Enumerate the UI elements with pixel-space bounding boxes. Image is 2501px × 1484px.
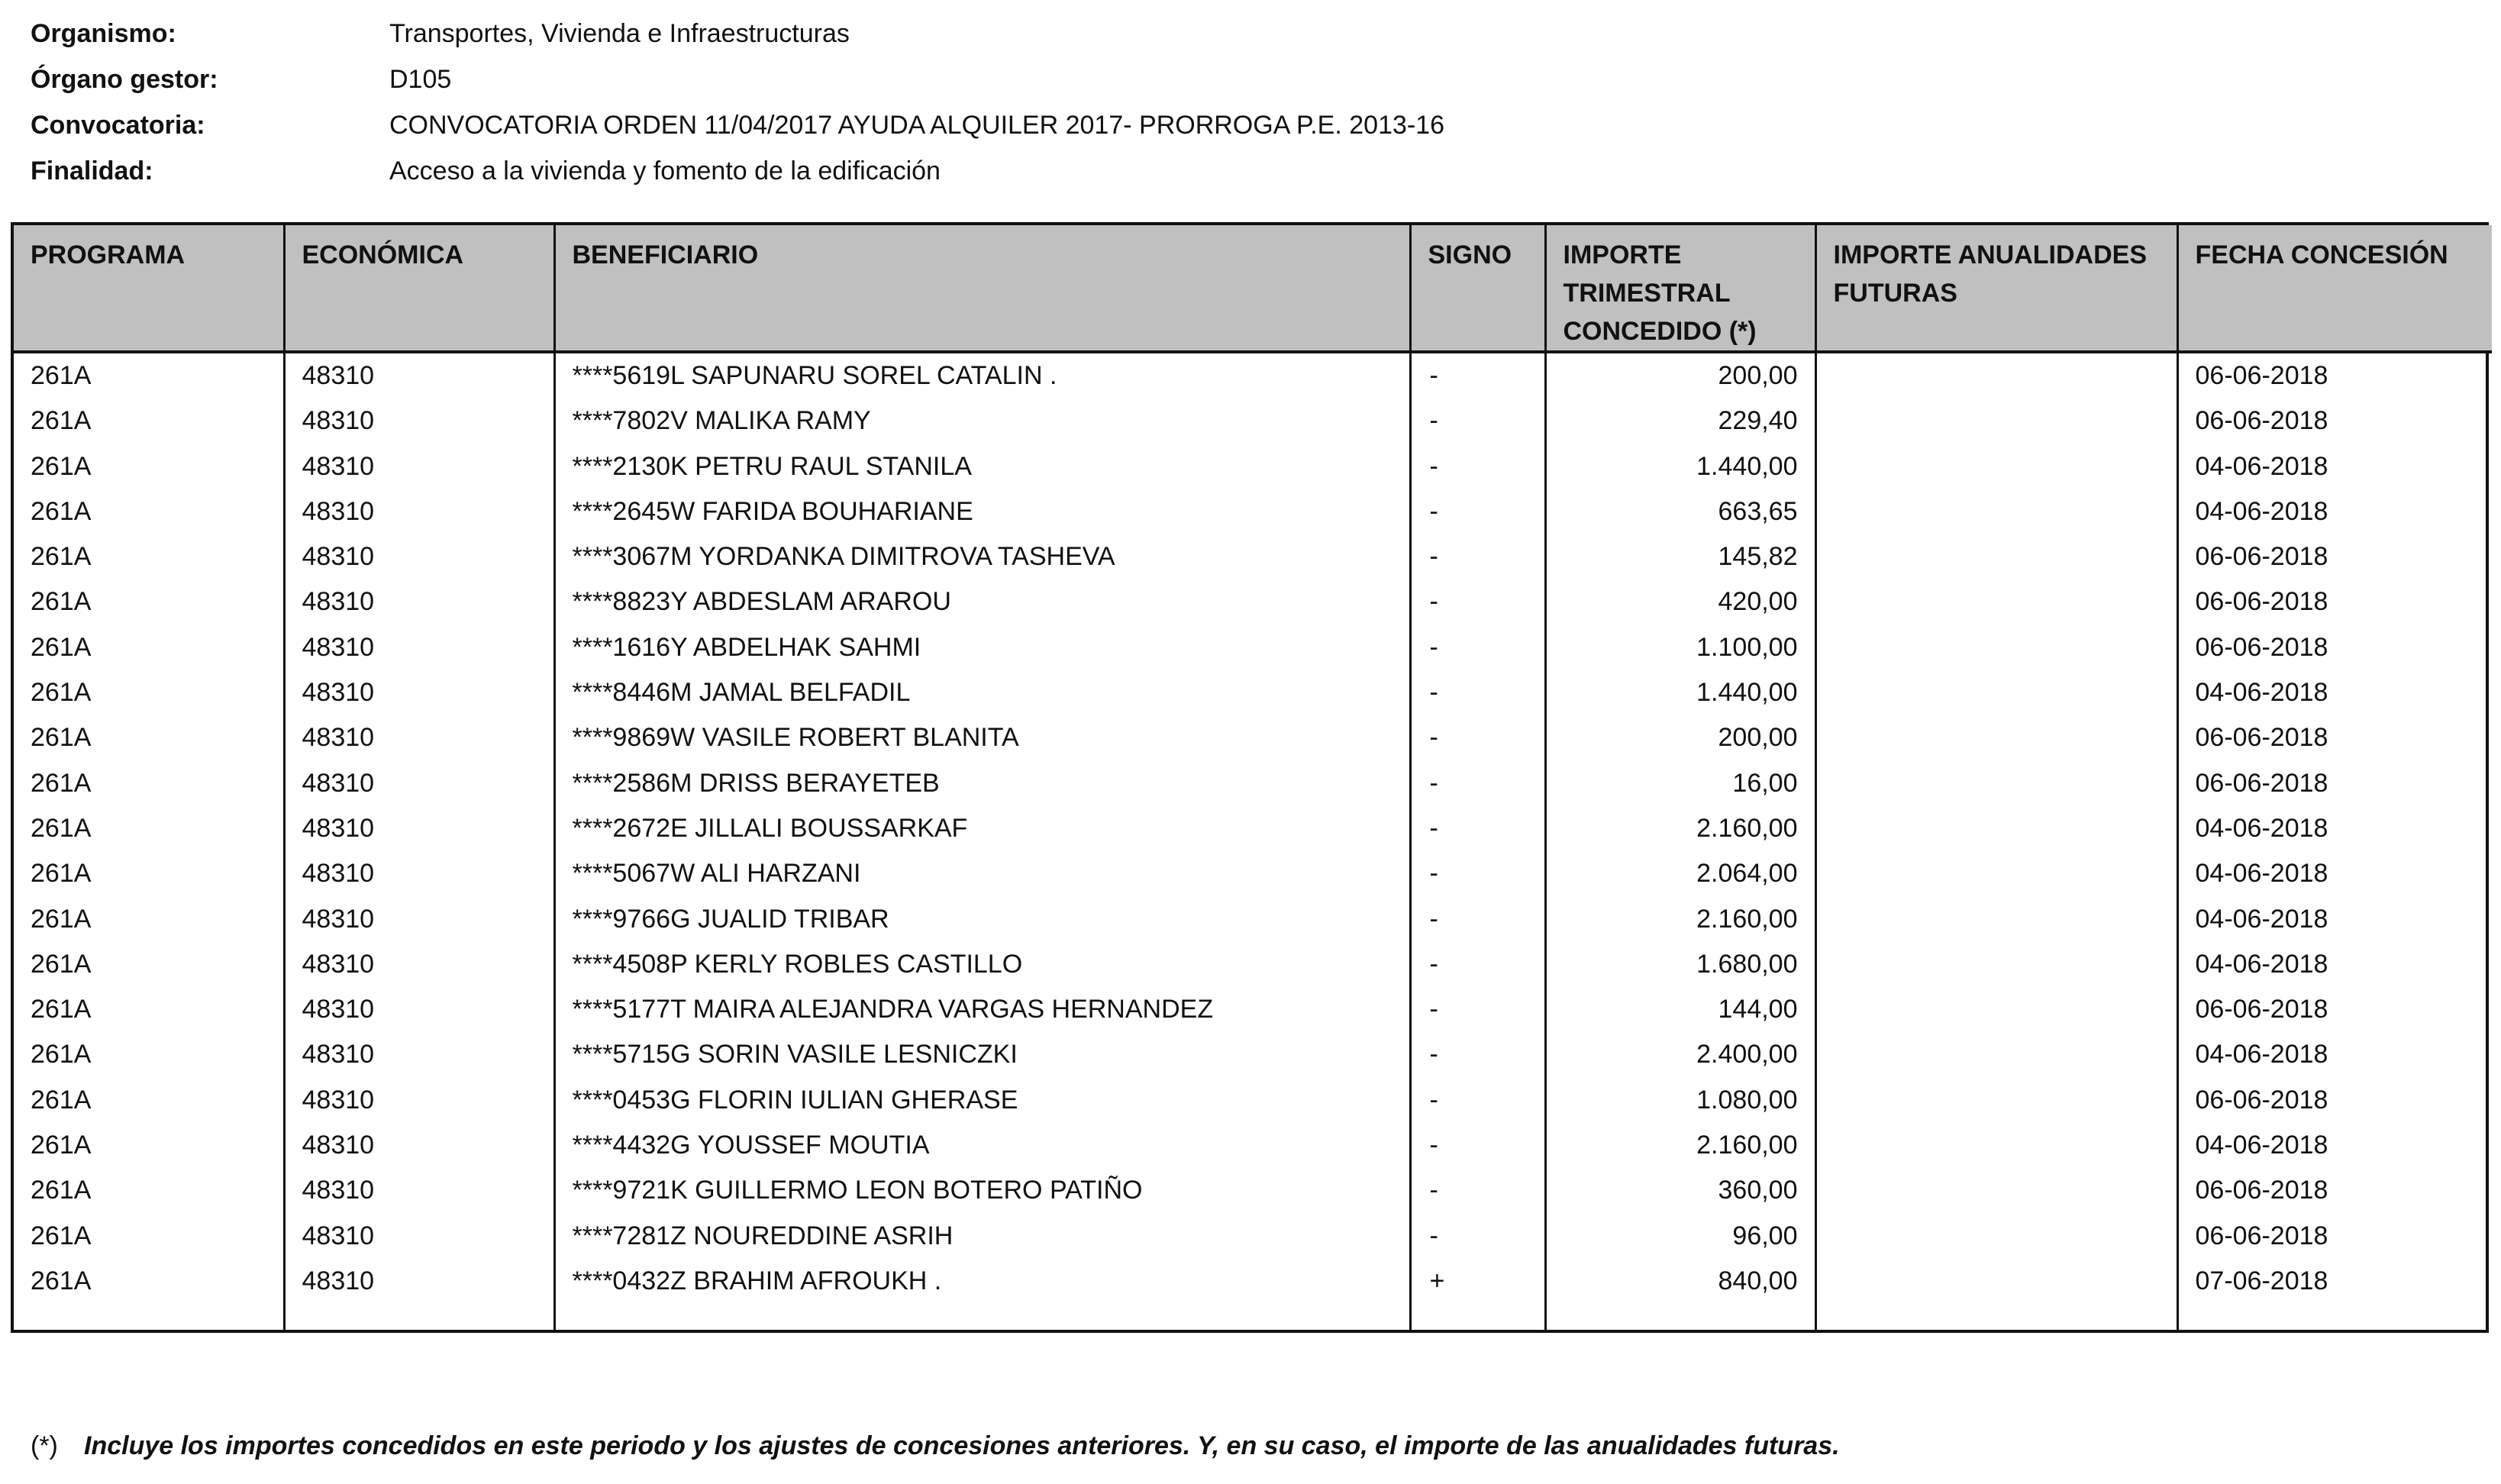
cell-programa: 261A	[31, 768, 92, 798]
table-row	[14, 444, 2492, 489]
cell-importe-anualidades	[1815, 761, 2177, 806]
table-row	[14, 1123, 2492, 1168]
cell-fecha-concesion: 04-06-2018	[2177, 670, 2492, 715]
cell-fecha-concesion: 06-06-2018	[2177, 761, 2492, 806]
header-fecha-concesion: FECHA CONCESIÓN	[2177, 225, 2492, 352]
cell-economica: 48310	[284, 1168, 554, 1213]
cell-beneficiario: ****2130K PETRU RAUL STANILA	[554, 444, 1410, 489]
cell-importe-trimestral: 2.064,00	[1545, 851, 1815, 896]
table-row	[14, 534, 2492, 579]
table-row	[14, 897, 2492, 942]
cell-importe-anualidades	[1815, 1214, 2177, 1259]
cell-signo: -	[1410, 444, 1545, 489]
footnote-text: Incluye los importes concedidos en este periodo y los ajustes de concesiones anteriores. Y, en su caso, el importe de las anualidades futuras.	[84, 1431, 1840, 1460]
cell-economica: 48310	[284, 489, 554, 534]
cell-economica: 48310	[284, 1032, 554, 1077]
cell-programa: 261A	[31, 949, 92, 979]
meta-row-organo-gestor	[31, 56, 1786, 102]
header-signo: SIGNO	[1410, 225, 1545, 352]
cell-signo: -	[1410, 625, 1545, 670]
cell-signo: -	[1410, 851, 1545, 896]
table-row	[14, 579, 2492, 624]
cell-economica: 48310	[284, 398, 554, 444]
cell-importe-trimestral: 1.680,00	[1545, 942, 1815, 987]
cell-programa: 261A	[31, 1085, 92, 1115]
cell-signo: -	[1410, 1032, 1545, 1077]
cell-fecha-concesion: 06-06-2018	[2177, 625, 2492, 670]
cell-beneficiario: ****9869W VASILE ROBERT BLANITA	[554, 715, 1410, 760]
cell-economica: 48310	[284, 987, 554, 1032]
cell-fecha-concesion: 04-06-2018	[2177, 444, 2492, 489]
footnote	[31, 1431, 1840, 1461]
cell-importe-anualidades	[1815, 579, 2177, 624]
cell-fecha-concesion: 04-06-2018	[2177, 851, 2492, 896]
table-row	[14, 987, 2492, 1032]
filler-cell	[1815, 1304, 2177, 1330]
filler-cell	[284, 1304, 554, 1330]
cell-fecha-concesion: 04-06-2018	[2177, 1032, 2492, 1077]
cell-programa: 261A	[31, 859, 92, 889]
table-row	[14, 851, 2492, 896]
cell-importe-anualidades	[1815, 352, 2177, 398]
cell-beneficiario: ****4508P KERLY ROBLES CASTILLO	[554, 942, 1410, 987]
meta-label: Organismo:	[31, 18, 176, 48]
cell-importe-anualidades	[1815, 806, 2177, 851]
cell-importe-anualidades	[1815, 1032, 2177, 1077]
cell-signo: -	[1410, 1214, 1545, 1259]
cell-programa: 261A	[31, 1176, 92, 1205]
filler-cell	[1410, 1304, 1545, 1330]
table-body	[14, 352, 2492, 1330]
table-row	[14, 806, 2492, 851]
cell-programa: 261A	[31, 1040, 92, 1069]
cell-programa: 261A	[31, 813, 92, 843]
cell-economica: 48310	[284, 897, 554, 942]
table-row	[14, 352, 2492, 398]
cell-beneficiario: ****0432Z BRAHIM AFROUKH .	[554, 1259, 1410, 1304]
cell-importe-trimestral: 229,40	[1545, 398, 1815, 444]
meta-row-finalidad	[31, 148, 1786, 194]
table-header-row	[14, 225, 2492, 352]
cell-programa: 261A	[31, 361, 92, 390]
cell-beneficiario: ****3067M YORDANKA DIMITROVA TASHEVA	[554, 534, 1410, 579]
cell-economica: 48310	[284, 1078, 554, 1123]
cell-importe-trimestral: 840,00	[1545, 1259, 1815, 1304]
cell-signo: -	[1410, 1123, 1545, 1168]
table-row	[14, 670, 2492, 715]
cell-economica: 48310	[284, 670, 554, 715]
cell-fecha-concesion: 04-06-2018	[2177, 1123, 2492, 1168]
cell-programa: 261A	[31, 542, 92, 572]
cell-fecha-concesion: 06-06-2018	[2177, 1214, 2492, 1259]
cell-fecha-concesion: 06-06-2018	[2177, 352, 2492, 398]
header-programa: PROGRAMA	[14, 225, 284, 352]
cell-importe-trimestral: 96,00	[1545, 1214, 1815, 1259]
cell-fecha-concesion: 04-06-2018	[2177, 806, 2492, 851]
cell-beneficiario: ****9721K GUILLERMO LEON BOTERO PATIÑO	[554, 1168, 1410, 1213]
table-row	[14, 398, 2492, 444]
header-economica: ECONÓMICA	[284, 225, 554, 352]
cell-programa: 261A	[31, 1131, 92, 1160]
cell-importe-anualidades	[1815, 851, 2177, 896]
table-row	[14, 942, 2492, 987]
cell-importe-trimestral: 145,82	[1545, 534, 1815, 579]
footnote-mark: (*)	[31, 1431, 58, 1460]
cell-beneficiario: ****4432G YOUSSEF MOUTIA	[554, 1123, 1410, 1168]
header-importe-anualidades: IMPORTE ANUALIDADES FUTURAS	[1815, 225, 2177, 352]
cell-beneficiario: ****1616Y ABDELHAK SAHMI	[554, 625, 1410, 670]
cell-beneficiario: ****2645W FARIDA BOUHARIANE	[554, 489, 1410, 534]
meta-label: Finalidad:	[31, 156, 153, 186]
cell-importe-trimestral: 2.400,00	[1545, 1032, 1815, 1077]
cell-importe-anualidades	[1815, 1168, 2177, 1213]
table-row	[14, 1214, 2492, 1259]
cell-fecha-concesion: 07-06-2018	[2177, 1259, 2492, 1304]
cell-economica: 48310	[284, 1214, 554, 1259]
cell-fecha-concesion: 06-06-2018	[2177, 398, 2492, 444]
cell-economica: 48310	[284, 352, 554, 398]
table-row	[14, 1078, 2492, 1123]
cell-beneficiario: ****5715G SORIN VASILE LESNICZKI	[554, 1032, 1410, 1077]
cell-signo: -	[1410, 715, 1545, 760]
cell-signo: -	[1410, 806, 1545, 851]
cell-importe-trimestral: 420,00	[1545, 579, 1815, 624]
cell-programa: 261A	[31, 406, 92, 436]
table-row	[14, 761, 2492, 806]
cell-signo: -	[1410, 352, 1545, 398]
cell-economica: 48310	[284, 761, 554, 806]
cell-signo: -	[1410, 987, 1545, 1032]
cell-fecha-concesion: 06-06-2018	[2177, 579, 2492, 624]
cell-beneficiario: ****5067W ALI HARZANI	[554, 851, 1410, 896]
cell-signo: -	[1410, 489, 1545, 534]
table-row	[14, 1168, 2492, 1213]
meta-row-convocatoria	[31, 102, 1786, 148]
cell-importe-trimestral: 16,00	[1545, 761, 1815, 806]
meta-value: CONVOCATORIA ORDEN 11/04/2017 AYUDA ALQUILER 2017- PRORROGA P.E. 2013-16	[389, 110, 1445, 140]
grants-table	[14, 225, 2492, 1330]
cell-beneficiario: ****7802V MALIKA RAMY	[554, 398, 1410, 444]
cell-economica: 48310	[284, 534, 554, 579]
meta-label: Órgano gestor:	[31, 64, 218, 94]
cell-importe-trimestral: 663,65	[1545, 489, 1815, 534]
meta-value: D105	[389, 64, 452, 94]
cell-fecha-concesion: 04-06-2018	[2177, 897, 2492, 942]
cell-importe-anualidades	[1815, 398, 2177, 444]
cell-importe-trimestral: 200,00	[1545, 715, 1815, 760]
cell-importe-anualidades	[1815, 1078, 2177, 1123]
cell-economica: 48310	[284, 942, 554, 987]
cell-importe-trimestral: 360,00	[1545, 1168, 1815, 1213]
meta-value: Acceso a la vivienda y fomento de la edificación	[389, 156, 941, 186]
cell-programa: 261A	[31, 995, 92, 1024]
table-row	[14, 1032, 2492, 1077]
filler-cell	[554, 1304, 1410, 1330]
cell-importe-anualidades	[1815, 897, 2177, 942]
cell-signo: -	[1410, 761, 1545, 806]
table-filler-row	[14, 1304, 2492, 1330]
cell-importe-anualidades	[1815, 987, 2177, 1032]
cell-fecha-concesion: 04-06-2018	[2177, 489, 2492, 534]
cell-beneficiario: ****5177T MAIRA ALEJANDRA VARGAS HERNANDEZ	[554, 987, 1410, 1032]
cell-importe-anualidades	[1815, 625, 2177, 670]
cell-programa: 261A	[31, 723, 92, 753]
cell-programa: 261A	[31, 451, 92, 481]
cell-fecha-concesion: 06-06-2018	[2177, 1168, 2492, 1213]
table-row	[14, 715, 2492, 760]
filler-cell	[1545, 1304, 1815, 1330]
cell-beneficiario: ****7281Z NOUREDDINE ASRIH	[554, 1214, 1410, 1259]
cell-importe-trimestral: 1.080,00	[1545, 1078, 1815, 1123]
cell-signo: -	[1410, 579, 1545, 624]
cell-economica: 48310	[284, 851, 554, 896]
filler-cell	[2177, 1304, 2492, 1330]
cell-beneficiario: ****9766G JUALID TRIBAR	[554, 897, 1410, 942]
cell-fecha-concesion: 06-06-2018	[2177, 715, 2492, 760]
cell-importe-anualidades	[1815, 715, 2177, 760]
cell-signo: -	[1410, 534, 1545, 579]
cell-importe-trimestral: 2.160,00	[1545, 1123, 1815, 1168]
cell-signo: -	[1410, 942, 1545, 987]
cell-programa: 261A	[31, 904, 92, 934]
cell-importe-anualidades	[1815, 489, 2177, 534]
header-importe-trimestral: IMPORTE TRIMESTRAL CONCEDIDO (*)	[1545, 225, 1815, 352]
cell-economica: 48310	[284, 444, 554, 489]
cell-beneficiario: ****8823Y ABDESLAM ARAROU	[554, 579, 1410, 624]
cell-signo: -	[1410, 1078, 1545, 1123]
cell-importe-anualidades	[1815, 444, 2177, 489]
table-row	[14, 1259, 2492, 1304]
cell-importe-anualidades	[1815, 1123, 2177, 1168]
header-beneficiario: BENEFICIARIO	[554, 225, 1410, 352]
cell-importe-anualidades	[1815, 942, 2177, 987]
table-row	[14, 625, 2492, 670]
cell-programa: 261A	[31, 587, 92, 617]
cell-importe-anualidades	[1815, 670, 2177, 715]
cell-programa: 261A	[31, 1266, 92, 1295]
cell-economica: 48310	[284, 806, 554, 851]
cell-signo: -	[1410, 398, 1545, 444]
cell-importe-trimestral: 200,00	[1545, 352, 1815, 398]
cell-signo: -	[1410, 670, 1545, 715]
cell-beneficiario: ****2586M DRISS BERAYETEB	[554, 761, 1410, 806]
meta-label: Convocatoria:	[31, 110, 205, 140]
cell-programa: 261A	[31, 496, 92, 526]
cell-programa: 261A	[31, 1221, 92, 1250]
cell-economica: 48310	[284, 1123, 554, 1168]
meta-value: Transportes, Vivienda e Infraestructuras	[389, 18, 850, 48]
cell-economica: 48310	[284, 625, 554, 670]
cell-beneficiario: ****0453G FLORIN IULIAN GHERASE	[554, 1078, 1410, 1123]
cell-economica: 48310	[284, 715, 554, 760]
meta-row-organismo	[31, 11, 1786, 56]
cell-importe-trimestral: 1.440,00	[1545, 444, 1815, 489]
cell-signo: -	[1410, 1168, 1545, 1213]
cell-fecha-concesion: 06-06-2018	[2177, 1078, 2492, 1123]
cell-fecha-concesion: 04-06-2018	[2177, 942, 2492, 987]
grants-table-container	[11, 222, 2489, 1333]
cell-fecha-concesion: 06-06-2018	[2177, 987, 2492, 1032]
cell-importe-trimestral: 1.100,00	[1545, 625, 1815, 670]
table-row	[14, 489, 2492, 534]
cell-programa: 261A	[31, 632, 92, 662]
cell-beneficiario: ****8446M JAMAL BELFADIL	[554, 670, 1410, 715]
cell-importe-anualidades	[1815, 534, 2177, 579]
cell-fecha-concesion: 06-06-2018	[2177, 534, 2492, 579]
cell-signo: +	[1410, 1259, 1545, 1304]
cell-economica: 48310	[284, 579, 554, 624]
filler-cell	[14, 1304, 284, 1330]
cell-economica: 48310	[284, 1259, 554, 1304]
cell-importe-trimestral: 1.440,00	[1545, 670, 1815, 715]
cell-programa: 261A	[31, 678, 92, 708]
cell-beneficiario: ****5619L SAPUNARU SOREL CATALIN .	[554, 352, 1410, 398]
cell-importe-trimestral: 2.160,00	[1545, 897, 1815, 942]
cell-importe-anualidades	[1815, 1259, 2177, 1304]
cell-importe-trimestral: 144,00	[1545, 987, 1815, 1032]
cell-importe-trimestral: 2.160,00	[1545, 806, 1815, 851]
document-metadata	[31, 11, 1786, 194]
cell-signo: -	[1410, 897, 1545, 942]
cell-beneficiario: ****2672E JILLALI BOUSSARKAF	[554, 806, 1410, 851]
